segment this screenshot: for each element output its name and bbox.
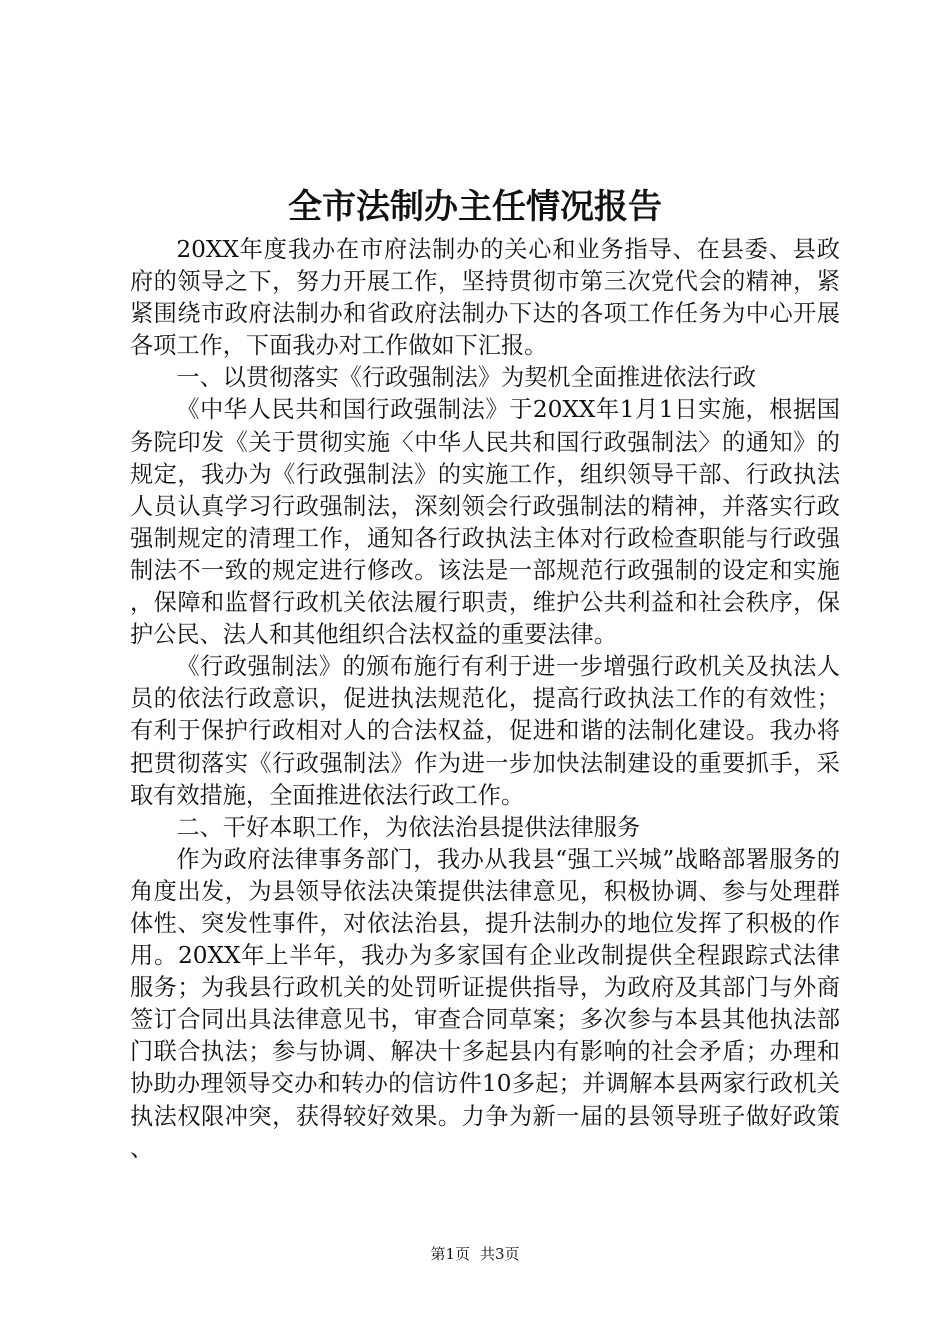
page-footer (0, 1243, 950, 1265)
page-total: 共3页 (480, 1245, 520, 1263)
section-heading-1: 一、以贯彻落实《行政强制法》为契机全面推进依法行政 (176, 364, 757, 392)
intro-paragraph: 20XX年度我办在市府法制办的关心和业务指导、在县委、县政府的领导之下，努力开展工作，坚持贯彻市第三次党代会的精神，紧紧围绕市政府法制办和省政府法制办下达的各项工作任务为中心开展各项工作，下面我办对工作做如下汇报。 (130, 236, 840, 360)
section-heading-2: 二、干好本职工作，为依法治县提供法律服务 (176, 813, 641, 841)
body-paragraph: 《中华人民共和国行政强制法》于20XX年1月1日实施，根据国务院印发《关于贯彻实施〈中华人民共和国行政强制法〉的通知》的规定，我办为《行政强制法》的实施工作，组织领导干部、行政执法人员认真学习行政强制法，深刻领会行政强制法的精神，并落实行政强制规定的清理工作，通知各行政执法主体对行政检查职能与行政强制法不一致的规定进行修改。该法是一部规范行政强制的设定和实施，保障和监督行政机关依法履行职责，维护公共利益和社会秩序，保护公民、法人和其他组织合法权益的重要法律。 (130, 396, 840, 649)
page-number: 第1页 (430, 1245, 470, 1263)
document-body (130, 234, 840, 1165)
document-title: 全市法制办主任情况报告 (288, 187, 662, 227)
body-paragraph: 《行政强制法》的颁布施行有利于进一步增强行政机关及执法人员的依法行政意识，促进执法规范化，提高行政执法工作的有效性；有利于保护行政相对人的合法权益，促进和谐的法制化建设。我办将把贯彻落实《行政强制法》作为进一步加快法制建设的重要抓手，采取有效措施，全面推进依法行政工作。 (130, 653, 840, 809)
body-paragraph: 作为政府法律事务部门，我办从我县“强工兴城”战略部署服务的角度出发，为县领导依法决策提供法律意见，积极协调、参与处理群体性、突发性事件，对依法治县，提升法制办的地位发挥了积极的作用。20XX年上半年，我办为多家国有企业改制提供全程跟踪式法律服务；为我县行政机关的处罚听证提供指导，为政府及其部门与外商签订合同出具法律意见书，审查合同草案；多次参与本县其他执法部门联合执法；参与协调、解决十多起县内有影响的社会矛盾；办理和协助办理领导交办和转办的信访件10多起；并调解本县两家行政机关执法权限冲突，获得较好效果。力争为新一届的县领导班子做好政策、 (130, 845, 840, 1162)
